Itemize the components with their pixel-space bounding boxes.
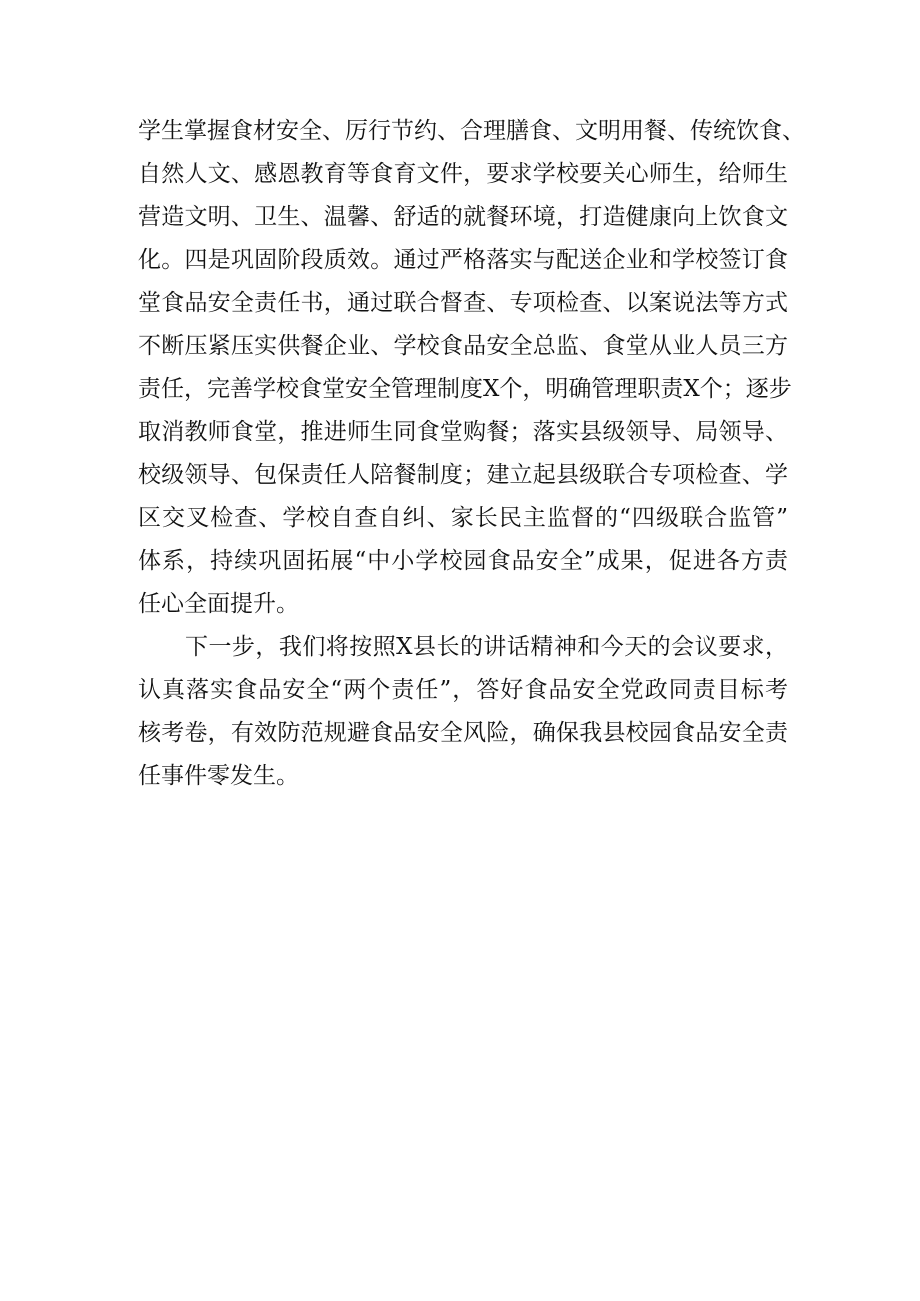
- text-line: 营造文明、卫生、温馨、舒适的就餐环境，打造健康向上饮食文: [138, 204, 788, 230]
- text-line: 核考卷，有效防范规避食品安全风险，确保我县校园食品安全责: [138, 720, 788, 746]
- paragraph-2: [138, 626, 788, 798]
- text-line: 校级领导、包保责任人陪餐制度；建立起县级联合专项检查、学: [138, 462, 788, 488]
- text-line: 取消教师食堂，推进师生同食堂购餐；落实县级领导、局领导、: [138, 419, 788, 445]
- paragraph-1: [138, 110, 805, 626]
- document-body: [138, 110, 805, 798]
- text-line: 学生掌握食材安全、厉行节约、合理膳食、文明用餐、传统饮食、: [138, 118, 805, 144]
- text-line: 不断压紧压实供餐企业、学校食品安全总监、食堂从业人员三方: [138, 333, 788, 359]
- text-line: 任心全面提升。: [138, 591, 299, 617]
- text-line: 下一步，我们将按照X县长的讲话精神和今天的会议要求，: [185, 634, 788, 660]
- text-line: 区交叉检查、学校自查自纠、家长民主监督的“四级联合监管”: [138, 505, 788, 531]
- text-line: 责任，完善学校食堂安全管理制度X个，明确管理职责X个；逐步: [138, 376, 792, 402]
- text-line: 自然人文、感恩教育等食育文件，要求学校要关心师生，给师生: [138, 161, 788, 187]
- text-line: 认真落实食品安全“两个责任”，答好食品安全党政同责目标考: [138, 677, 788, 703]
- text-line: 任事件零发生。: [138, 763, 299, 789]
- text-line: 堂食品安全责任书，通过联合督查、专项检查、以案说法等方式: [138, 290, 788, 316]
- text-line: 化。四是巩固阶段质效。通过严格落实与配送企业和学校签订食: [138, 247, 788, 273]
- text-line: 体系，持续巩固拓展“中小学校园食品安全”成果，促进各方责: [138, 548, 788, 574]
